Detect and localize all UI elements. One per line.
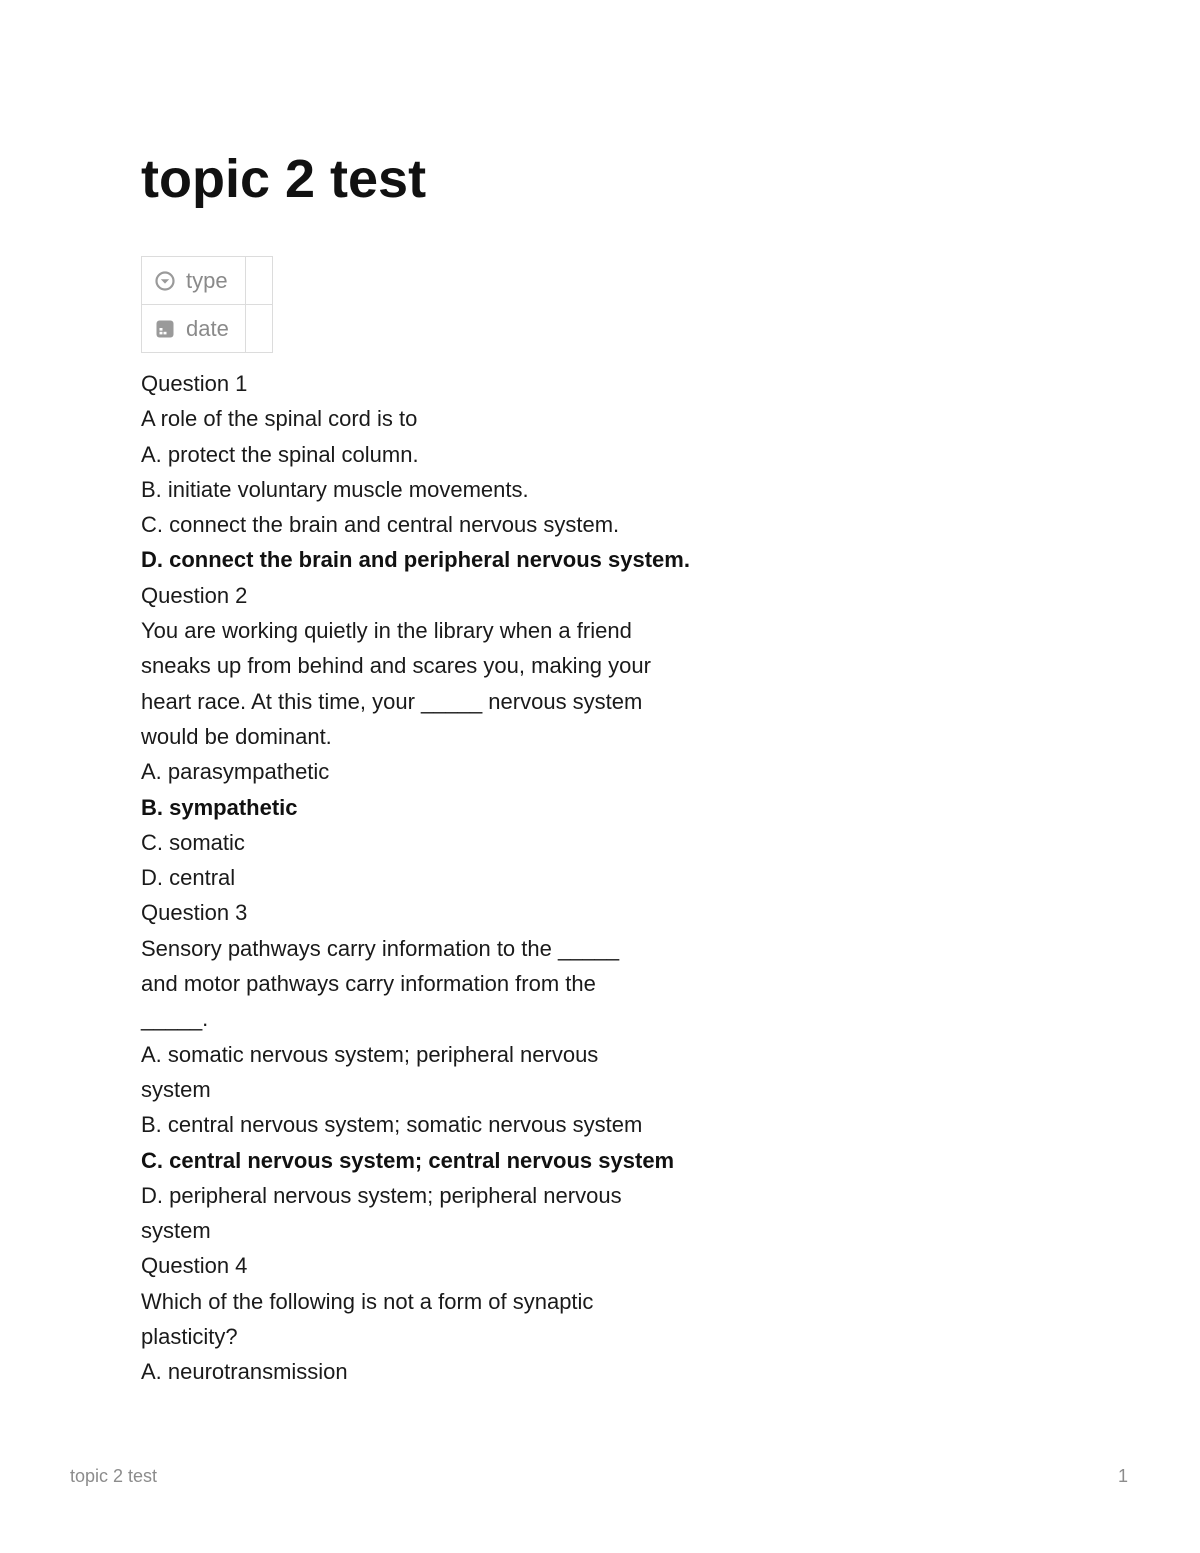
question-block [141,1248,761,1389]
question-text: Which of the following is not a form of synaptic plasticity? [141,1288,600,1350]
page-title: topic 2 test [141,149,427,209]
answer-option: A. neurotransmission [141,1359,348,1385]
question-heading: Question 4 [141,1253,248,1279]
question-text: A role of the spinal cord is to [141,406,418,432]
question-text: Sensory pathways carry information to the _____ and motor pathways carry information from the _____. [141,935,626,1032]
question-text: You are working quietly in the library when a friend sneaks up from behind and scares you, making your heart race. At this time, your _____ nervous system would be dominant. [141,618,658,749]
question-block [141,366,761,578]
question-heading: Question 2 [141,582,248,608]
correct-answer-option: C. central nervous system; central nervous system [141,1147,675,1173]
question-list [141,366,761,1390]
answer-option: D. central [141,865,236,891]
property-name-cell [142,305,246,353]
correct-answer-option: D. connect the brain and peripheral nervous system. [141,547,690,573]
properties-table [141,256,273,353]
question-heading: Question 3 [141,900,248,926]
page-number: 1 [1117,1466,1128,1486]
property-name-cell [142,257,246,305]
answer-option: D. peripheral nervous system; peripheral nervous system [141,1182,628,1244]
answer-option: B. initiate voluntary muscle movements. [141,476,529,502]
property-row-type [142,257,273,305]
answer-option: C. connect the brain and central nervous system. [141,512,620,538]
question-heading: Question 1 [141,371,248,396]
answer-option: B. central nervous system; somatic nervous system [141,1112,643,1138]
footer-title: topic 2 test [70,1466,158,1486]
calendar-icon [155,319,175,339]
property-label: type [186,267,228,293]
select-icon [155,271,175,291]
answer-option: C. somatic [141,829,245,855]
property-label: date [186,315,229,341]
answer-option: A. somatic nervous system; peripheral nervous system [141,1041,605,1102]
property-row-date [142,305,273,353]
question-block [141,895,761,1248]
correct-answer-option: B. sympathetic [141,794,298,820]
answer-option: A. protect the spinal column. [141,441,419,467]
property-value[interactable] [246,305,273,353]
property-value[interactable] [246,257,273,305]
answer-option: A. parasympathetic [141,759,330,785]
question-block [141,578,761,896]
